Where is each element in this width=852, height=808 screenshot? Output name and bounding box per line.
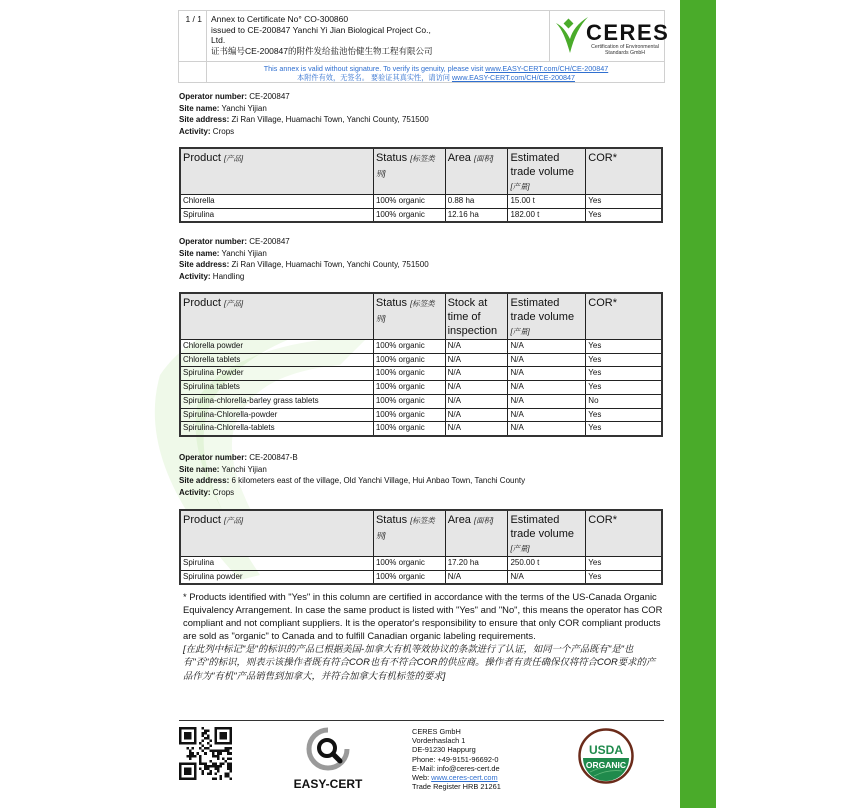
cor-cell: Yes	[586, 422, 662, 436]
site-address: 6 kilometers east of the village, Old Yanchi Village, Hui Anbao Town, Tanchi County	[231, 476, 526, 485]
table-row	[180, 353, 662, 367]
column-header: Area [面积]	[445, 510, 508, 557]
activity: Handling	[212, 271, 245, 281]
activity: Crops	[212, 126, 235, 136]
site-name: Yanchi Yijian	[221, 248, 267, 258]
easy-cert-search-icon	[306, 727, 350, 775]
volume-cell: N/A	[508, 422, 586, 436]
cor-cell: Yes	[586, 367, 662, 381]
status-cell: 100% organic	[373, 408, 445, 422]
site-address: Zi Ran Village, Huamachi Town, Yanchi County, 751500	[231, 115, 429, 124]
product-cell: Spirulina-Chlorella-powder	[180, 408, 373, 422]
status-cell: 100% organic	[373, 367, 445, 381]
status-cell: 100% organic	[373, 381, 445, 395]
operator-number: CE-200847	[249, 237, 290, 246]
column-header: Estimated trade volume [产量]	[508, 293, 586, 340]
table-row	[180, 367, 662, 381]
volume-cell: N/A	[508, 381, 586, 395]
area-cell: N/A	[445, 381, 508, 395]
status-cell: 100% organic	[373, 394, 445, 408]
area-cell: N/A	[445, 340, 508, 354]
cor-cell: Yes	[586, 353, 662, 367]
operator-number: CE-200847-B	[249, 453, 298, 462]
cor-cell: Yes	[586, 195, 662, 209]
ceres-name: CERES	[586, 20, 670, 45]
verify-link-cn[interactable]: www.EASY-CERT.com/CH/CE-200847	[451, 73, 575, 82]
column-header: Status [标签类别]	[373, 293, 445, 340]
volume-cell: N/A	[508, 570, 586, 584]
products-table-1	[179, 147, 663, 223]
column-header: Product [产品]	[180, 293, 373, 340]
operator-info-1: Operator number: CE-200847 Site name: Yanchi Yijian Site address: Zi Ran Village, Huamachi Town, Yanchi County, 751500 Activity: Crops	[179, 92, 429, 136]
product-cell: Spirulina-chlorella-barley grass tablets	[180, 394, 373, 408]
table-row	[180, 570, 662, 584]
area-cell: N/A	[445, 367, 508, 381]
footer-divider	[179, 720, 664, 721]
status-cell: 100% organic	[373, 557, 445, 571]
cor-cell: No	[586, 394, 662, 408]
operator-info-2: Operator number: CE-200847 Site name: Yanchi Yijian Site address: Zi Ran Village, Huamachi Town, Yanchi County, 751500 Activity: Handling	[179, 237, 429, 281]
product-cell: Chlorella tablets	[180, 353, 373, 367]
annex-title: Annex to Certificate No° CO-300860 issued to CE-200847 Yanchi Yi Jian Biological Project Co., Ltd. 证书编号CE-200847的附件发给盐池怡健生物工程有限公司	[211, 14, 433, 56]
product-cell: Spirulina-Chlorella-tablets	[180, 422, 373, 436]
column-header: Status [标签类别]	[373, 510, 445, 557]
table-header-row	[180, 148, 662, 195]
table-row	[180, 340, 662, 354]
table-row	[180, 208, 662, 222]
annex-header-box	[178, 10, 670, 83]
brand-side-bar	[680, 0, 716, 808]
usda-text: USDA	[588, 743, 624, 757]
column-header: Product [产品]	[180, 148, 373, 195]
cor-footnote: * Products identified with "Yes" in this column are certified in accordance with the terms of the US-Canada Organic Equivalency Arrangement. In case the same product is listed with "Yes" and "No", this means the operator has COR compliant and not compliant suppliers. It is the operator's responsibility to ensure that only COR compliant products are sold as "organic" to Canada and to fulfill Canadian organic labeling requirements. [在此列中标记"是"的标识的产品已根据美国-加拿大有机等效协议的条款进行了认证，如同一个产品既有"是"也有"否"的标识，则表示该操作者既有符合COR也有不符合COR的供应商。操作者有责任确保仅将符合COR要求的产品作为"有机"产品销售到加拿大，并符合加拿大有机标签的要求]	[183, 591, 663, 681]
status-cell: 100% organic	[373, 208, 445, 222]
cor-cell: Yes	[586, 340, 662, 354]
column-header: Area [面积]	[445, 148, 508, 195]
area-cell: N/A	[445, 353, 508, 367]
status-cell: 100% organic	[373, 353, 445, 367]
cor-cell: Yes	[586, 570, 662, 584]
area-cell: N/A	[445, 408, 508, 422]
volume-cell: N/A	[508, 394, 586, 408]
table-header-row	[180, 293, 662, 340]
status-cell: 100% organic	[373, 422, 445, 436]
volume-cell: N/A	[508, 340, 586, 354]
column-header: Stock at time of inspection	[445, 293, 508, 340]
operator-info-3: Operator number: CE-200847-B Site name: Yanchi Yijian Site address: 6 kilometers east of the village, Old Yanchi Village, Hui Anbao Town, Tanchi County Activity: Crops	[179, 453, 526, 497]
ceres-logo	[549, 11, 670, 61]
qr-code-icon[interactable]	[179, 727, 232, 780]
volume-cell: N/A	[508, 367, 586, 381]
site-address: Zi Ran Village, Huamachi Town, Yanchi County, 751500	[231, 260, 429, 269]
verify-link[interactable]: www.EASY-CERT.com/CH/CE-200847	[485, 64, 609, 73]
volume-cell: 250.00 t	[508, 557, 586, 571]
area-cell: 17.20 ha	[445, 557, 508, 571]
product-cell: Spirulina Powder	[180, 367, 373, 381]
column-header: COR*	[586, 293, 662, 340]
ceres-address: CERES GmbH Vorderhaslach 1 DE-91230 Happurg Phone: +49-9151-96692-0 E-Mail: info@ceres-cert.de Web: www.ceres-cert.com Trade Register HRB 21261	[412, 727, 501, 792]
organic-text: ORGANIC	[585, 760, 627, 770]
table-row	[180, 422, 662, 436]
volume-cell: N/A	[508, 408, 586, 422]
volume-cell: 15.00 t	[508, 195, 586, 209]
product-cell: Spirulina powder	[180, 570, 373, 584]
cor-cell: Yes	[586, 381, 662, 395]
area-cell: N/A	[445, 422, 508, 436]
column-header: Estimated trade volume [产量]	[508, 510, 586, 557]
area-cell: N/A	[445, 394, 508, 408]
column-header: Estimated trade volume [产量]	[508, 148, 586, 195]
volume-cell: 182.00 t	[508, 208, 586, 222]
table-row	[180, 394, 662, 408]
product-cell: Chlorella powder	[180, 340, 373, 354]
area-cell: 12.16 ha	[445, 208, 508, 222]
volume-cell: N/A	[508, 353, 586, 367]
column-header: Status [标签类别]	[373, 148, 445, 195]
table-row	[180, 408, 662, 422]
ceres-subtitle: Certification of Environmental Standards GmbH	[591, 44, 659, 56]
site-name: Yanchi Yijian	[221, 103, 267, 113]
website-link[interactable]: www.ceres-cert.com	[431, 773, 498, 783]
area-cell: N/A	[445, 570, 508, 584]
status-cell: 100% organic	[373, 570, 445, 584]
products-table-2	[179, 292, 663, 437]
table-header-row	[180, 510, 662, 557]
area-cell: 0.88 ha	[445, 195, 508, 209]
cor-cell: Yes	[586, 557, 662, 571]
product-cell: Chlorella	[180, 195, 373, 209]
column-header: COR*	[586, 510, 662, 557]
product-cell: Spirulina	[180, 208, 373, 222]
easy-cert-logo: EASY-CERT	[288, 725, 368, 795]
status-cell: 100% organic	[373, 195, 445, 209]
validity-notice: This annex is valid without signature. To verify its genuity, please visit www.EASY-CERT.com/CH/CE-200847 本附件有效，无签名。 要验证其真实性，请访问 www.EASY-CERT.com/CH/CE-200847	[263, 64, 609, 82]
products-table-3	[179, 509, 663, 585]
operator-number: CE-200847	[249, 92, 290, 101]
product-cell: Spirulina tablets	[180, 381, 373, 395]
cor-cell: Yes	[586, 208, 662, 222]
cor-cell: Yes	[586, 408, 662, 422]
activity: Crops	[212, 487, 235, 497]
column-header: COR*	[586, 148, 662, 195]
page-indicator: 1 / 1	[179, 11, 207, 61]
site-name: Yanchi Yijian	[221, 464, 267, 474]
status-cell: 100% organic	[373, 340, 445, 354]
column-header: Product [产品]	[180, 510, 373, 557]
usda-organic-seal-icon	[578, 728, 634, 784]
table-row	[180, 557, 662, 571]
product-cell: Spirulina	[180, 557, 373, 571]
table-row	[180, 195, 662, 209]
table-row	[180, 381, 662, 395]
